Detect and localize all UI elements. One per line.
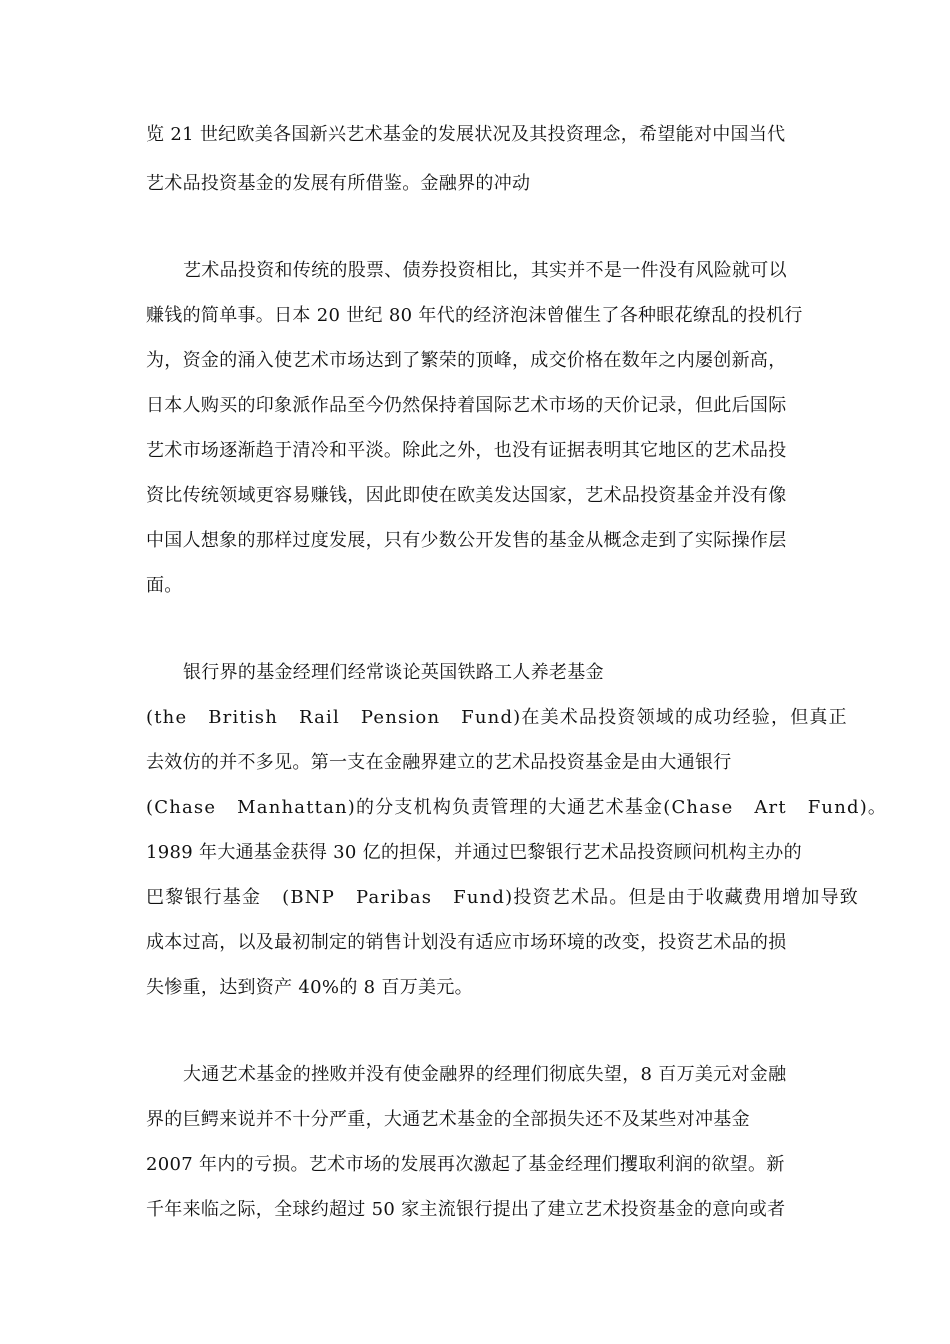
text-line: 艺术品投资基金的发展有所借鉴。金融界的冲动 (146, 173, 531, 194)
text-line: 银行界的基金经理们经常谈论英国铁路工人养老基金 (183, 662, 604, 683)
text-line: 去效仿的并不多见。第一支在金融界建立的艺术品投资基金是由大通银行 (146, 752, 732, 773)
text-line: (the British Rail Pension Fund)在美术品投资领域的成功经验，但真正 (146, 707, 848, 728)
text-line: (Chase Manhattan)的分支机构负责管理的大通艺术基金(Chase Art Fund)。 (146, 797, 888, 818)
text-line: 为，资金的涌入使艺术市场达到了繁荣的顶峰，成交价格在数年之内屡创新高， (146, 350, 787, 371)
text-line: 成本过高，以及最初制定的销售计划没有适应市场环境的改变，投资艺术品的损 (146, 932, 787, 953)
text-line: 览 21 世纪欧美各国新兴艺术基金的发展状况及其投资理念，希望能对中国当代 (146, 124, 786, 145)
text-line: 日本人购买的印象派作品至今仍然保持着国际艺术市场的天价记录，但此后国际 (146, 395, 787, 416)
text-line: 巴黎银行基金 (BNP Paribas Fund)投资艺术品。但是由于收藏费用增加导致 (146, 887, 859, 908)
text-line: 艺术品投资和传统的股票、债券投资相比，其实并不是一件没有风险就可以 (183, 260, 787, 281)
text-line: 面。 (146, 575, 183, 596)
text-line: 失惨重，达到资产 40%的 8 百万美元。 (146, 977, 473, 998)
text-line: 1989 年大通基金获得 30 亿的担保，并通过巴黎银行艺术品投资顾问机构主办的 (146, 842, 802, 863)
text-line: 赚钱的简单事。日本 20 世纪 80 年代的经济泡沫曾催生了各种眼花缭乱的投机行 (146, 305, 803, 326)
text-line: 千年来临之际，全球约超过 50 家主流银行提出了建立艺术投资基金的意向或者 (146, 1199, 786, 1220)
text-line: 2007 年内的亏损。艺术市场的发展再次激起了基金经理们攫取利润的欲望。新 (146, 1154, 785, 1175)
text-line: 中国人想象的那样过度发展，只有少数公开发售的基金从概念走到了实际操作层 (146, 530, 787, 551)
text-line: 资比传统领域更容易赚钱，因此即使在欧美发达国家，艺术品投资基金并没有像 (146, 485, 787, 506)
text-line: 大通艺术基金的挫败并没有使金融界的经理们彻底失望，8 百万美元对金融 (183, 1064, 787, 1085)
text-line: 艺术市场逐渐趋于清冷和平淡。除此之外，也没有证据表明其它地区的艺术品投 (146, 440, 787, 461)
text-line: 界的巨鳄来说并不十分严重，大通艺术基金的全部损失还不及某些对冲基金 (146, 1109, 750, 1130)
